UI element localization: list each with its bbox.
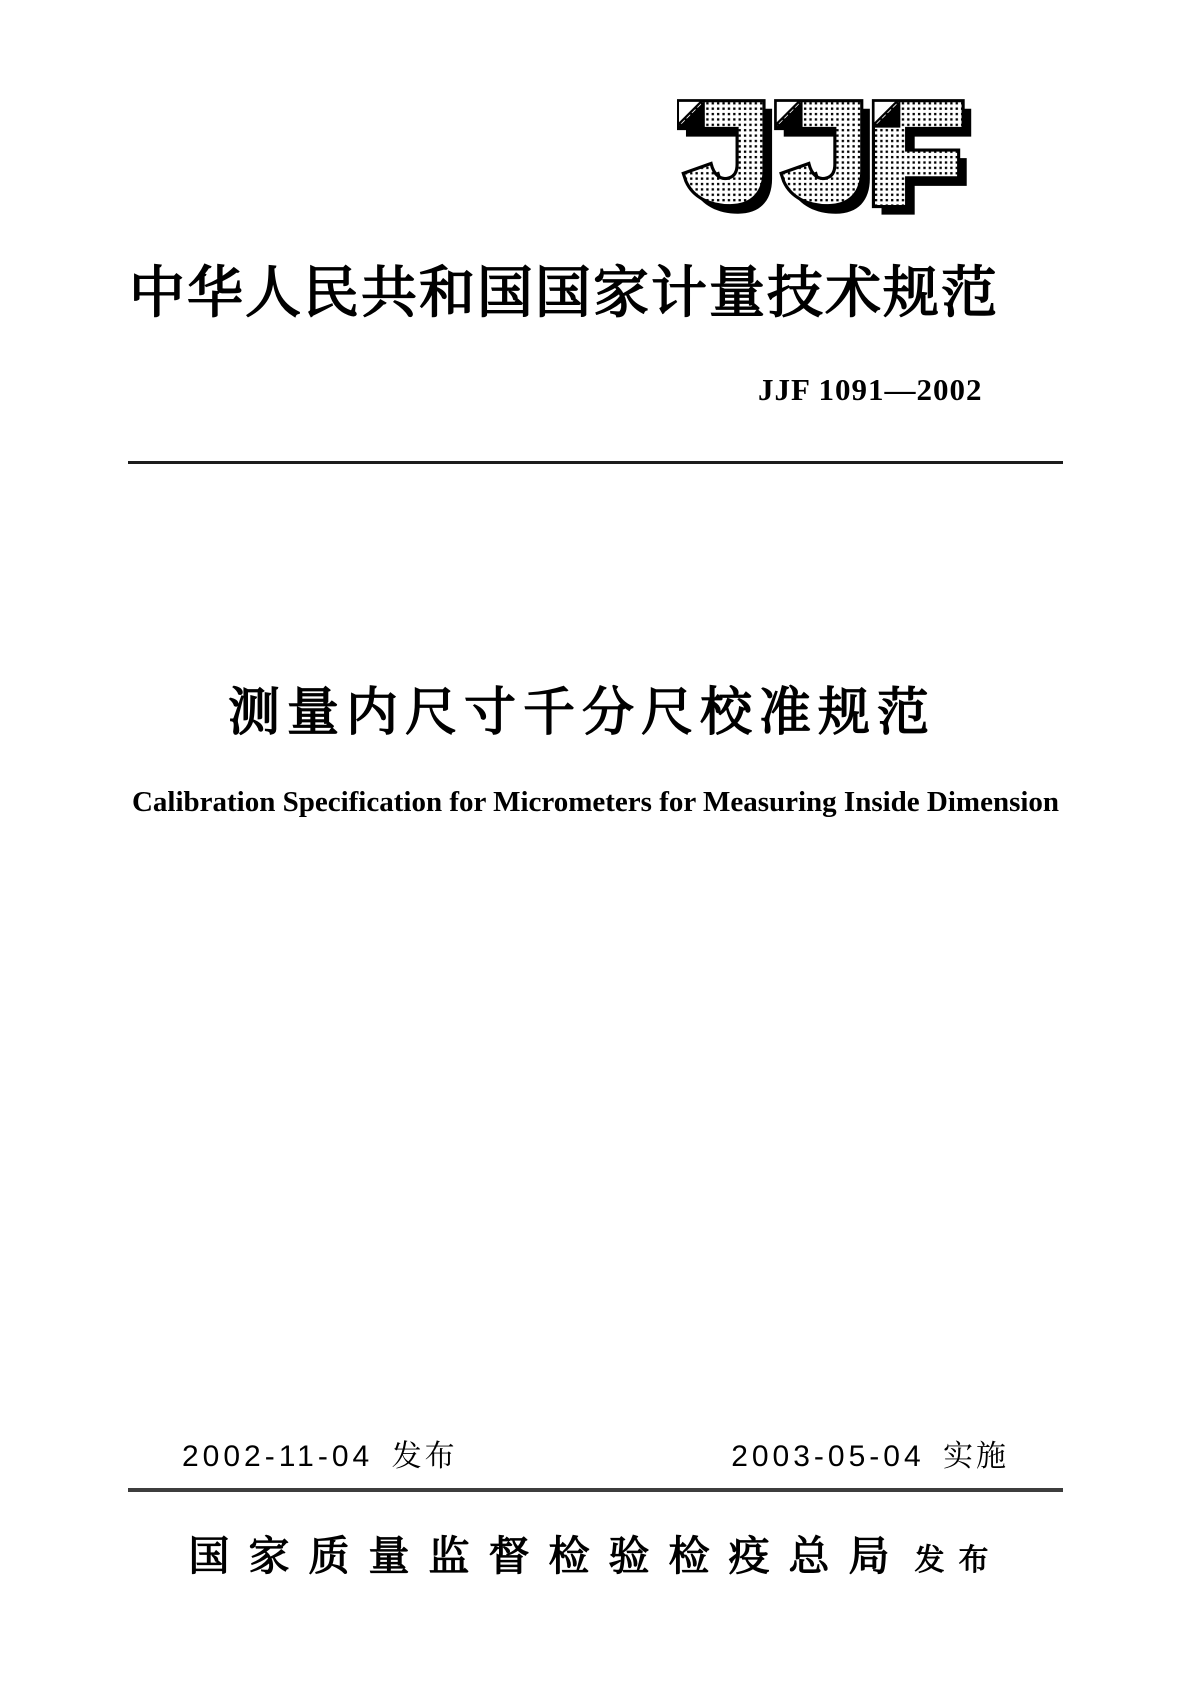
issue-date-label: 发布 — [391, 1440, 458, 1473]
implementation-date-label: 实施 — [943, 1440, 1009, 1473]
spec-code: JJF 1091—2002 — [758, 372, 983, 407]
issue-date-group — [182, 1439, 458, 1475]
spec-series-title: 中华人民共和国国家计量技术规范 — [129, 263, 999, 325]
document-title-zh: 测量内尺寸千分尺校准规范 — [227, 684, 936, 742]
implementation-date-group — [731, 1439, 1009, 1475]
dates-row — [128, 1439, 1063, 1475]
jjf-logo — [677, 99, 973, 219]
footer-divider-rule — [128, 1488, 1063, 1492]
jjf-logo-graphic — [677, 99, 973, 219]
header-divider-rule — [128, 461, 1063, 464]
publisher-name: 国家质量监督检验检疫总局 — [188, 1533, 909, 1579]
publisher-line — [0, 1532, 1191, 1581]
publisher-action-label: 发布 — [914, 1544, 1003, 1577]
implementation-date-value: 2003-05-04 — [731, 1440, 925, 1473]
document-title-en: Calibration Specification for Micrometers for Measuring Inside Dimension — [131, 786, 1060, 818]
issue-date-value: 2002-11-04 — [182, 1440, 374, 1473]
